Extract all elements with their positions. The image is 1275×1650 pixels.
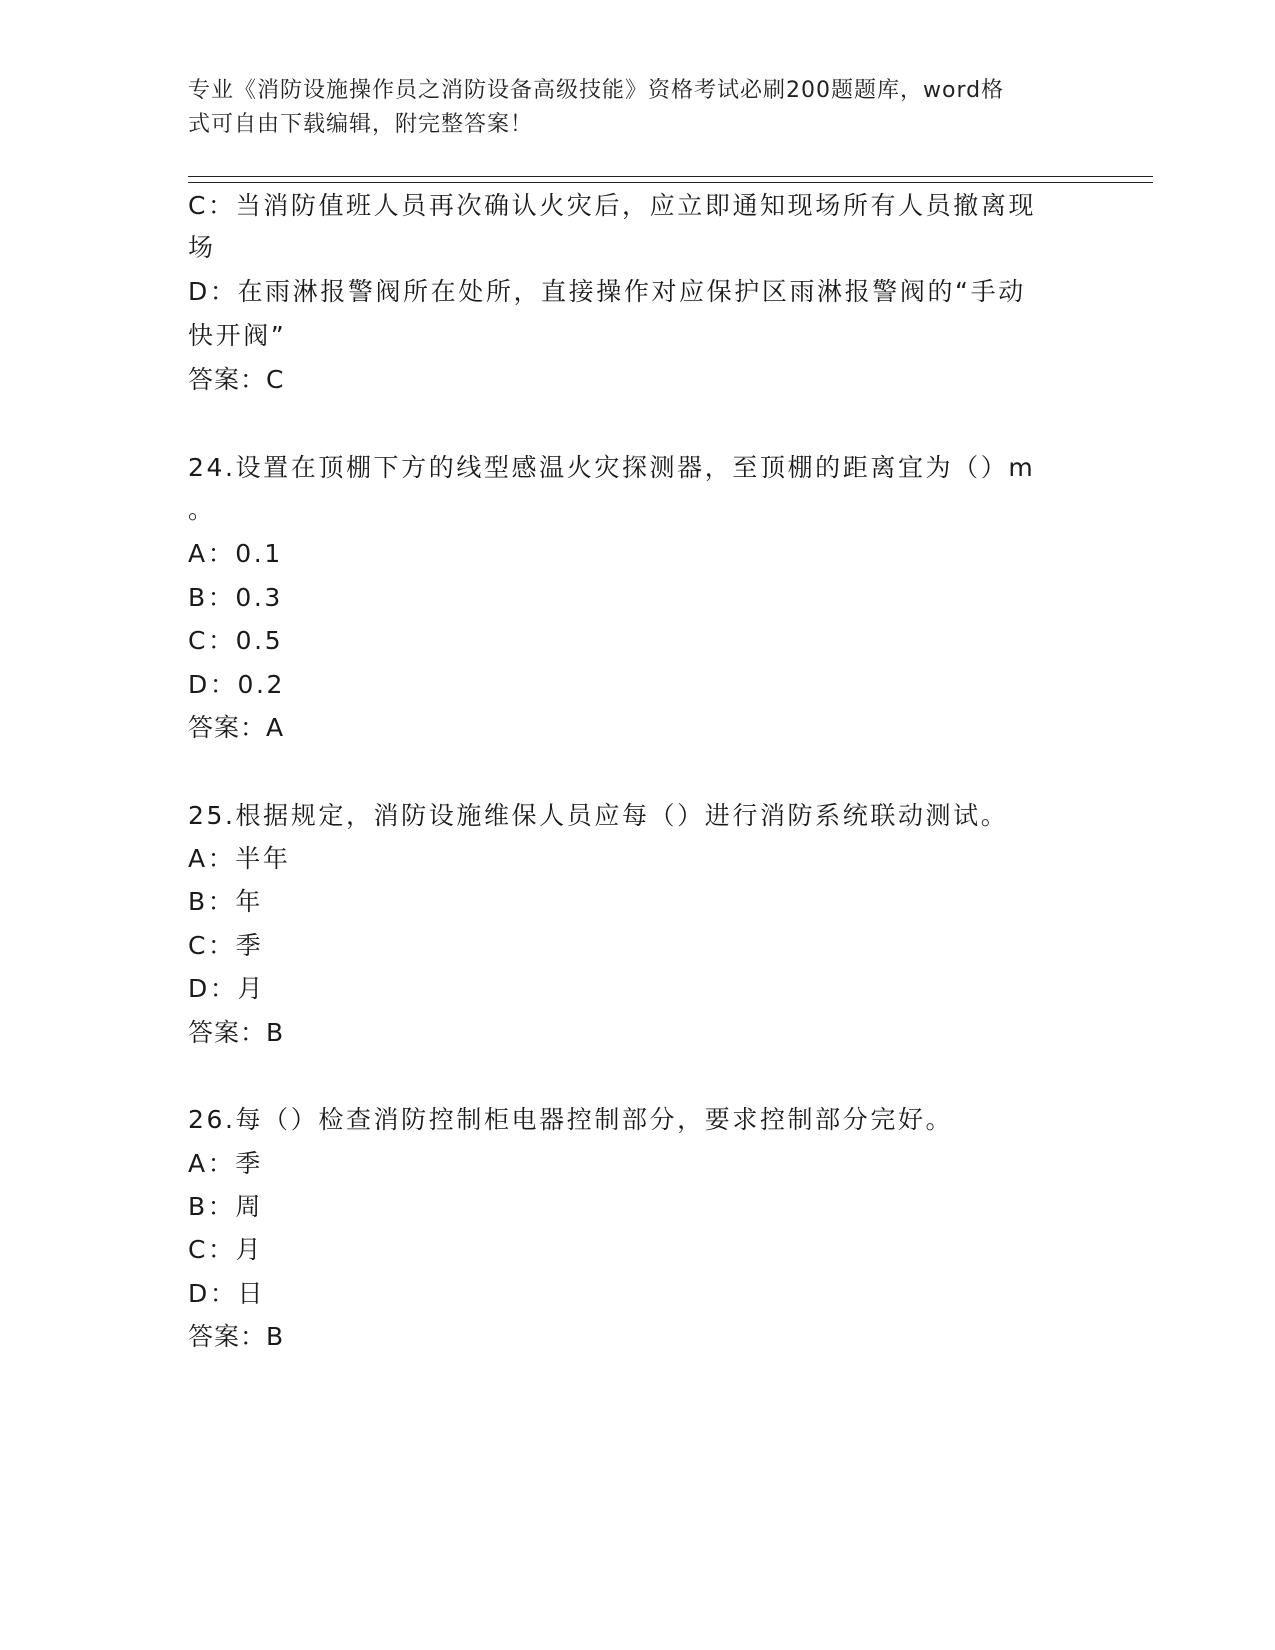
header-divider-bottom (188, 182, 1153, 183)
header-title-line-2: 式可自由下载编辑，附完整答案！ (188, 112, 534, 137)
option-d: D：月 (188, 974, 266, 1003)
option-c-line-2: 场 (188, 233, 216, 262)
header-divider-top (188, 176, 1153, 177)
answer-label: 答案：A (188, 713, 285, 742)
option-b: B：周 (188, 1192, 263, 1221)
option-d-line-2: 快开阀” (188, 321, 287, 350)
option-b: B：年 (188, 887, 263, 916)
option-c-line-1: C：当消防值班人员再次确认火灾后，应立即通知现场所有人员撤离现 (188, 191, 1037, 220)
option-d-line-1: D：在雨淋报警阀所在处所，直接操作对应保护区雨淋报警阀的“手动 (188, 277, 1026, 306)
option-c: C：季 (188, 931, 264, 960)
option-b: B：0.3 (188, 583, 283, 612)
option-d: D：日 (188, 1279, 266, 1308)
question-stem-line-2: 。 (188, 495, 216, 524)
option-a: A：0.1 (188, 539, 283, 568)
option-c: C：0.5 (188, 626, 284, 655)
answer-label: 答案：C (188, 365, 285, 394)
question-stem: 26.每（）检查消防控制柜电器控制部分，要求控制部分完好。 (188, 1105, 954, 1134)
document-header (188, 74, 1088, 142)
answer-label: 答案：B (188, 1322, 285, 1351)
question-stem-line-1: 24.设置在顶棚下方的线型感温火灾探测器，至顶棚的距离宜为（）m (188, 453, 1036, 482)
question-stem: 25.根据规定，消防设施维保人员应每（）进行消防系统联动测试。 (188, 801, 1009, 830)
option-a: A：季 (188, 1149, 263, 1178)
option-c: C：月 (188, 1235, 264, 1264)
header-title-line-1: 专业《消防设施操作员之消防设备高级技能》资格考试必刷200题题库，word格 (188, 78, 1005, 103)
answer-label: 答案：B (188, 1018, 285, 1047)
option-a: A：半年 (188, 844, 291, 873)
option-d: D：0.2 (188, 670, 286, 699)
